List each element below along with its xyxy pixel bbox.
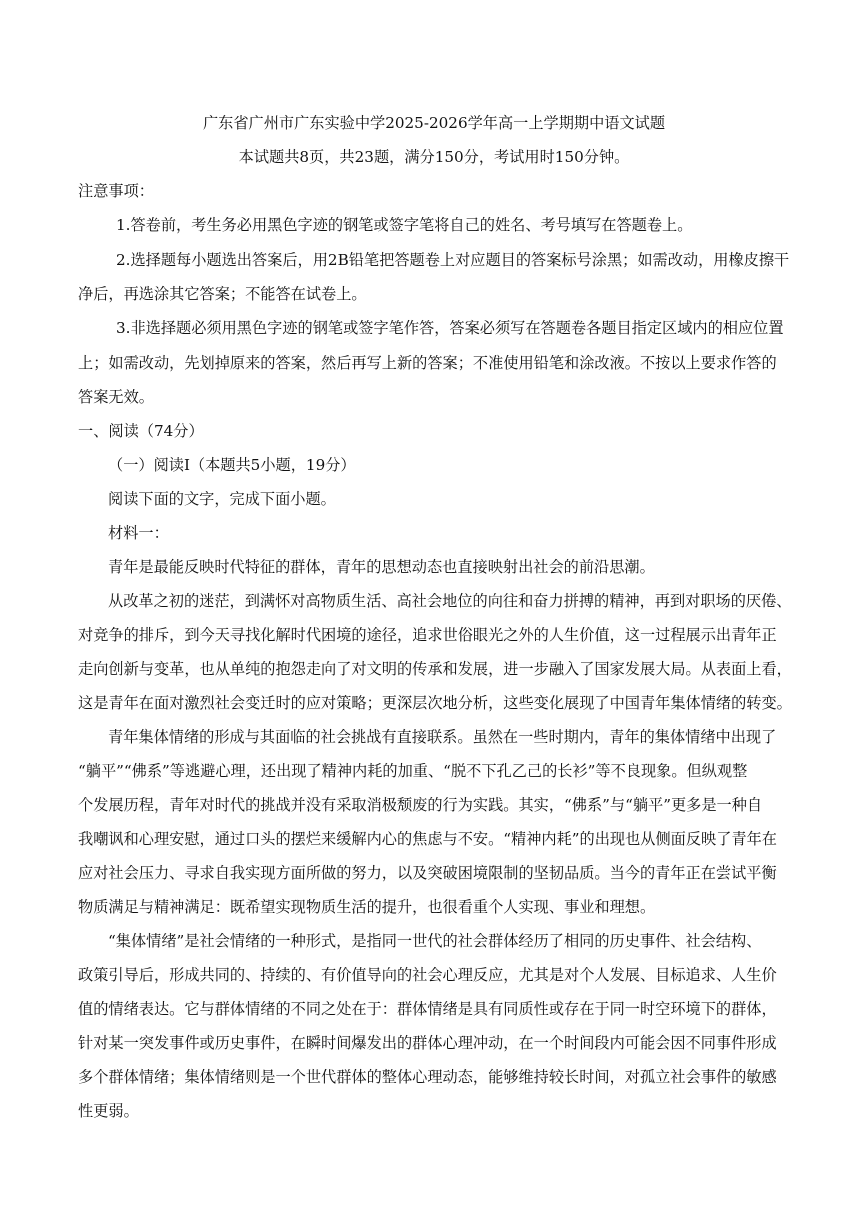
paragraph-3-line-5: 应对社会压力、寻求自我实现方面所做的努力，以及突破困境限制的坚韧品质。当今的青年正在尝试平衡 [78,864,777,882]
paragraph-4-line-5: 多个群体情绪；集体情绪则是一个世代群体的整体心理动态，能够维持较长时间，对孤立社会事件的敏感 [78,1068,777,1086]
notice-item-3-line-2: 上；如需改动，先划掉原来的答案，然后再写上新的答案；不准使用铅笔和涂改液。不按以上要求作答的 [78,354,777,372]
paragraph-3-line-3: 个发展历程，青年对时代的挑战并没有采取消极颓废的行为实践。其实，“佛系”与“躺平”更多是一种自 [78,796,763,814]
paragraph-4-line-2: 政策引导后，形成共同的、持续的、有价值导向的社会心理反应，尤其是对个人发展、目标追求、人生价 [78,966,777,984]
notice-item-1-line-1: 1.答卷前，考生务必用黑色字迹的钢笔或签字笔将自己的姓名、考号填写在答题卷上。 [116,216,693,234]
paragraph-2-line-2: 对竞争的排斥，到今天寻找化解时代困境的途径，追求世俗眼光之外的人生价值，这一过程展示出青年正 [78,626,777,644]
paragraph-3-line-4: 我嘲讽和心理安慰，通过口头的摆烂来缓解内心的焦虑与不安。“精神内耗”的出现也从侧面反映了青年在 [78,830,777,848]
paragraph-3-line-1: 青年集体情绪的形成与其面临的社会挑战有直接联系。虽然在一些时期内，青年的集体情绪中出现了 [108,728,777,746]
notice-item-2-line-2: 净后，再选涂其它答案；不能答在试卷上。 [78,285,367,303]
material-label: 材料一： [108,524,169,542]
reading-instruction: 阅读下面的文字，完成下面小题。 [108,490,336,508]
paragraph-4-line-3: 值的情绪表达。它与群体情绪的不同之处在于：群体情绪是具有同质性或存在于同一时空环境下的群体， [78,1000,777,1018]
paragraph-3-line-2: “躺平”“佛系”等逃避心理，还出现了精神内耗的加重、“脱不下孔乙己的长衫”等不良现象。但纵观整 [78,762,748,780]
section-subheading: （一）阅读I（本题共5小题，19分） [108,456,356,474]
paragraph-2-line-1: 从改革之初的迷茫，到满怀对高物质生活、高社会地位的向往和奋力拼搏的精神，再到对职场的厌倦、 [108,592,792,610]
page-title: 广东省广州市广东实验中学2025-2026学年高一上学期期中语文试题 [202,114,666,132]
notice-heading: 注意事项： [78,182,154,200]
paragraph-2-line-3: 走向创新与变革，也从单纯的抱怨走向了对文明的传承和发展，进一步融入了国家发展大局。从表面上看， [78,660,792,678]
section-heading: 一、阅读（74分） [78,422,204,440]
page-subtitle: 本试题共8页，共23题，满分150分，考试用时150分钟。 [238,148,630,166]
notice-item-3-line-3: 答案无效。 [78,388,154,406]
paragraph-2-line-4: 这是青年在面对激烈社会变迁时的应对策略；更深层次地分析，这些变化展现了中国青年集体情绪的转变。 [78,694,792,712]
paragraph-1-line-1: 青年是最能反映时代特征的群体，青年的思想动态也直接映射出社会的前沿思潮。 [108,558,655,576]
notice-item-2-line-1: 2.选择题每小题选出答案后，用2B铅笔把答题卷上对应题目的答案标号涂黑；如需改动，用橡皮擦干 [116,251,790,269]
paragraph-4-line-1: “集体情绪”是社会情绪的一种形式，是指同一世代的社会群体经历了相同的历史事件、社会结构、 [108,932,762,950]
paragraph-4-line-4: 针对某一突发事件或历史事件，在瞬时间爆发出的群体心理冲动，在一个时间段内可能会因不同事件形成 [78,1034,777,1052]
notice-item-3-line-1: 3.非选择题必须用黑色字迹的钢笔或签字笔作答，答案必须写在答题卷各题目指定区域内的相应位置 [116,319,784,337]
paragraph-3-line-6: 物质满足与精神满足：既希望实现物质生活的提升，也很看重个人实现、事业和理想。 [78,898,656,916]
paragraph-4-line-6: 性更弱。 [78,1102,139,1120]
